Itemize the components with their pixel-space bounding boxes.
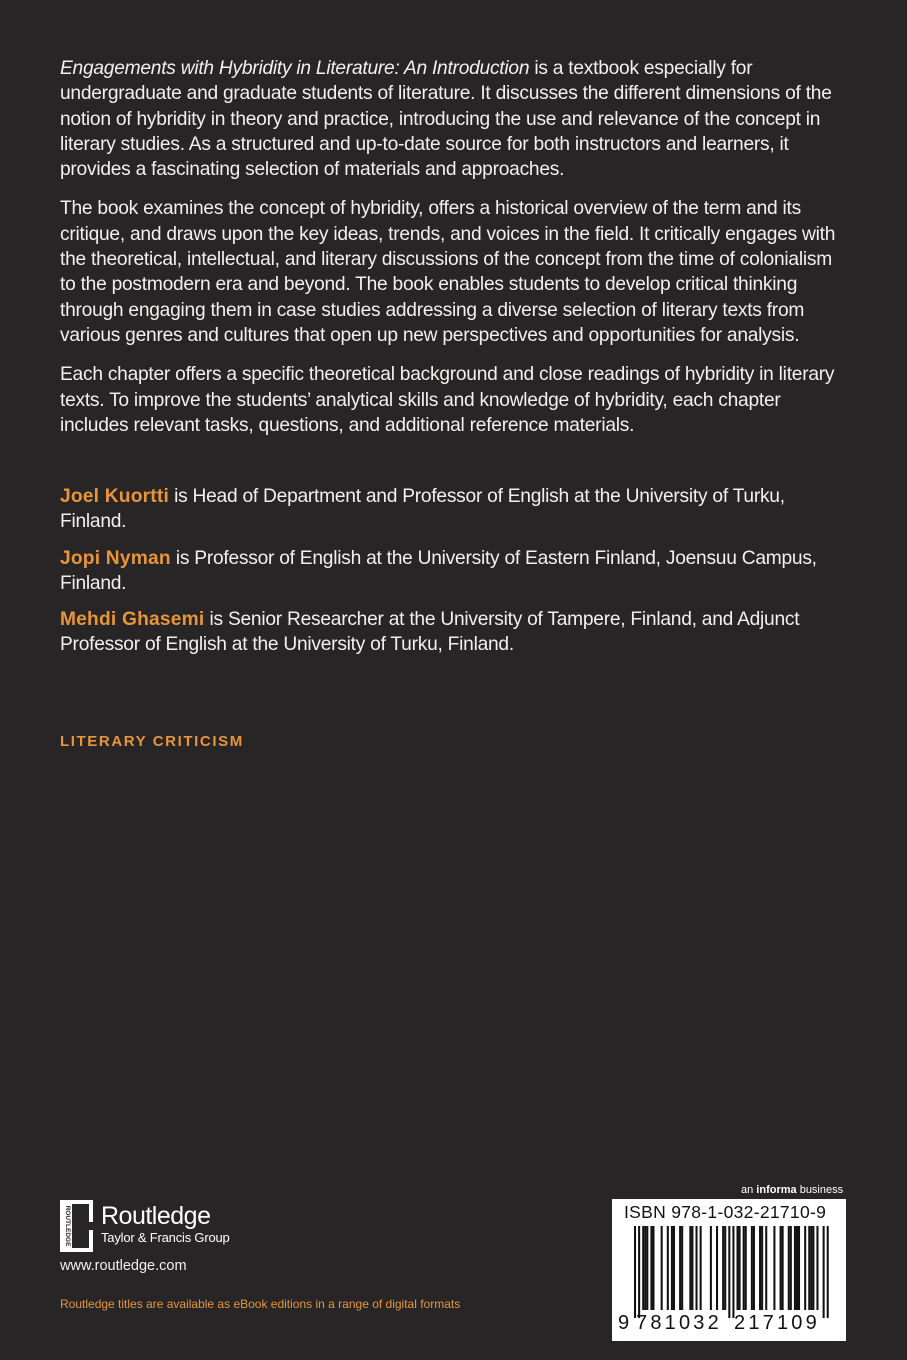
barcode-bar (761, 1226, 763, 1310)
subject-category: LITERARY CRITICISM (60, 733, 244, 750)
barcode-bar (816, 1226, 818, 1310)
barcode-bar (667, 1226, 669, 1310)
barcode-digits (612, 1312, 846, 1336)
barcode-digit-group-left: 781032 (636, 1312, 722, 1334)
blurb-paragraph-3: Each chapter offers a specific theoretical background and close readings of hybridity in literary texts. To improve the students’ analytical skills and knowledge of hybridity, each chapter includes relevant tasks, questions, and additional reference materials. (60, 364, 835, 436)
informa-suffix: business (796, 1184, 844, 1196)
barcode-guard-bar (728, 1226, 730, 1318)
blurb-paragraph-2: The book examines the concept of hybridity, offers a historical overview of the term and its critique, and draws upon the key ideas, trends, and voices in the field. It critically engages with the theoretical, intellectual, and literary discussions of the concept from the time of colonialism to the postmodern era and beyond. The book enables students to develop critical thinking through engaging them in case studies addressing a diverse selection of literary texts from various genres and cultures that open up new perspectives and opportunities for analysis. (60, 198, 836, 346)
barcode-bar (788, 1226, 790, 1310)
barcode-bar (737, 1226, 739, 1310)
barcode-bar (689, 1226, 691, 1310)
barcode-bar (739, 1226, 741, 1310)
barcode-bar (794, 1226, 796, 1310)
barcode-bar (765, 1226, 767, 1310)
barcode-bar (810, 1226, 812, 1310)
barcode-bar (808, 1226, 810, 1310)
barcode-bar (722, 1226, 724, 1310)
barcode-bar (661, 1226, 663, 1310)
routledge-mark-icon (60, 1200, 93, 1252)
barcode-bar (700, 1226, 702, 1310)
barcode-digit-group-right: 217109 (734, 1312, 820, 1334)
author-name: Mehdi Ghasemi (60, 609, 205, 631)
routledge-logo (60, 1200, 230, 1252)
informa-tagline (741, 1184, 843, 1196)
author-bio-text: is Senior Researcher at the University of Tampere, Finland, and Adjunct Professor of English at the University of Turku, Finland. (60, 609, 800, 656)
barcode-bar (671, 1226, 673, 1310)
barcode-bar (790, 1226, 792, 1310)
barcode-bar (642, 1226, 644, 1310)
publisher-name: Routledge (101, 1202, 211, 1230)
barcode-bar (652, 1226, 654, 1310)
barcode-bar (679, 1226, 681, 1310)
barcode-guard-bar (638, 1226, 640, 1318)
barcode-bar (782, 1226, 784, 1310)
barcode-digit-lead: 9 (618, 1312, 630, 1334)
barcode-bar (753, 1226, 755, 1310)
author-bio-text: is Professor of English at the University of Eastern Finland, Joensuu Campus, Finland. (60, 547, 817, 594)
author-bio (60, 607, 850, 658)
barcode-guard-bar (732, 1226, 734, 1318)
author-name: Joel Kuortti (60, 486, 169, 507)
author-bios (60, 484, 850, 669)
barcode-bar (691, 1226, 693, 1310)
barcode-bar (812, 1226, 814, 1310)
barcode-bar (780, 1226, 782, 1310)
barcode-bar (724, 1226, 726, 1310)
isbn-barcode (612, 1199, 846, 1341)
author-name: Jopi Nyman (60, 547, 171, 569)
informa-brand: informa (756, 1184, 797, 1196)
barcode-bar (644, 1226, 646, 1310)
barcode-bar (681, 1226, 683, 1310)
author-bio (60, 484, 850, 535)
barcode-bar (716, 1226, 718, 1310)
book-title-italic: Engagements with Hybridity in Literature: An Introduction (60, 58, 530, 79)
barcode-bar (796, 1226, 798, 1310)
logo-wordmark (101, 1203, 230, 1246)
author-bio (60, 546, 850, 597)
barcode-bar (743, 1226, 745, 1310)
barcode-bar (646, 1226, 648, 1310)
barcode-bar (751, 1226, 753, 1310)
publisher-group: Taylor & Francis Group (101, 1230, 230, 1245)
barcode-guard-bar (827, 1226, 829, 1318)
barcode-bar (696, 1226, 698, 1310)
barcode-bar (710, 1226, 712, 1310)
routledge-mark-text: ROUTLEDGE (64, 1205, 71, 1247)
publisher-url[interactable]: www.routledge.com (60, 1258, 187, 1274)
barcode-guard-bar (823, 1226, 825, 1318)
author-bio-text: is Head of Department and Professor of English at the University of Turku, Finland. (60, 486, 785, 533)
barcode-bar (745, 1226, 747, 1310)
barcode-bar (759, 1226, 761, 1310)
barcode-bar (673, 1226, 675, 1310)
blurb-paragraph-1-text: is a textbook especially for undergraduate and graduate students of literature. It discusses the different dimensions of the notion of hybridity in theory and practice, introducing the use and relevance of the concept in literary studies. As a structured and up-to-date source for both instructors and learners, it provides a fascinating selection of materials and approaches. (60, 58, 832, 181)
barcode-bar (804, 1226, 806, 1310)
isbn-label: ISBN 978-1-032-21710-9 (624, 1202, 827, 1222)
barcode-bar (798, 1226, 800, 1310)
barcode-guard-bar (634, 1226, 636, 1318)
barcode-bar (650, 1226, 652, 1310)
back-cover-blurb (60, 56, 850, 452)
ebook-note: Routledge titles are available as eBook editions in a range of digital formats (60, 1297, 461, 1311)
barcode-bar (773, 1226, 775, 1310)
informa-prefix: an (741, 1184, 757, 1196)
blurb-paragraph-1 (60, 56, 850, 182)
